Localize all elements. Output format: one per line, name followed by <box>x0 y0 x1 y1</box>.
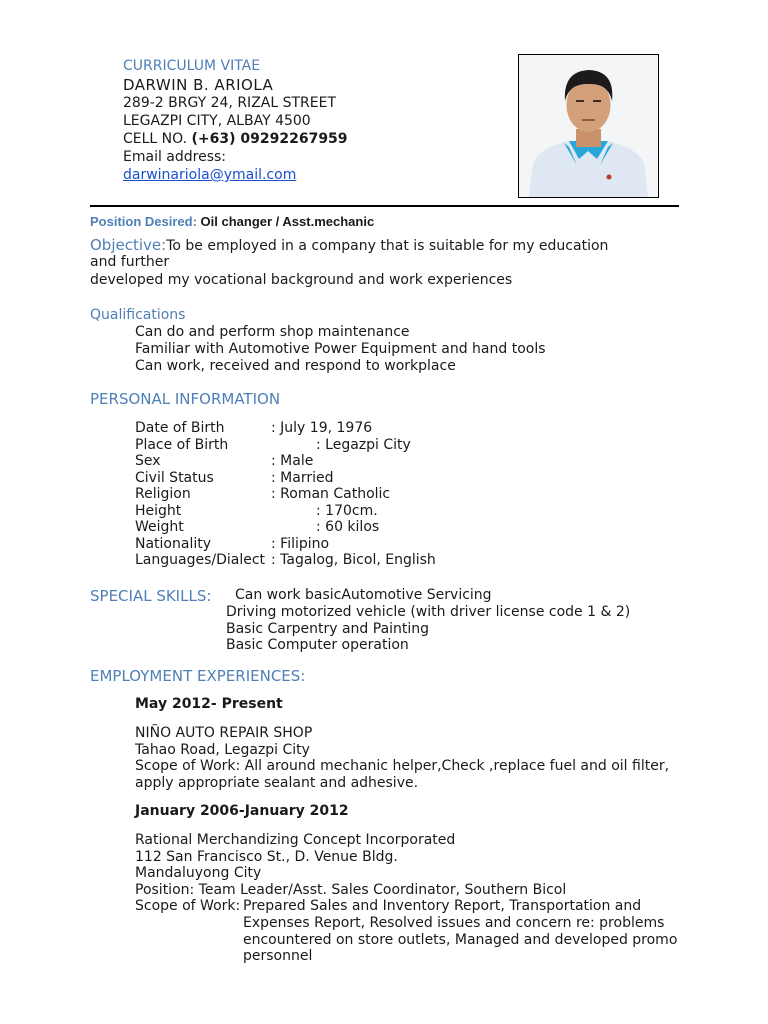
qualifications-list <box>135 323 546 375</box>
job2-period: January 2006-January 2012 <box>135 803 349 819</box>
position-label: Position Desired: <box>90 214 197 229</box>
objective-line-3: developed my vocational background and work experiences <box>90 272 513 288</box>
qualifications-heading: Qualifications <box>90 307 186 323</box>
personal-label: Date of Birth <box>135 420 225 436</box>
job1-scope-line-1: Scope of Work: All around mechanic helper,Check ,replace fuel and oil filter, <box>135 758 670 774</box>
cv-title: CURRICULUM VITAE <box>123 58 261 74</box>
objective-label: Objective: <box>90 236 167 254</box>
special-skills-heading: SPECIAL SKILLS: <box>90 587 212 605</box>
personal-value: : Tagalog, Bicol, English <box>271 552 436 568</box>
job2-scope-line-3: encountered on store outlets, Managed and developed promo <box>243 932 678 948</box>
job2-scope-label: Scope of Work: <box>135 898 241 914</box>
job2-company: Rational Merchandizing Concept Incorporated <box>135 832 456 848</box>
personal-label: Height <box>135 503 182 519</box>
objective-line-2: and further <box>90 254 170 270</box>
applicant-photo <box>518 54 659 198</box>
skill-item: Can work basicAutomotive Servicing <box>235 587 492 603</box>
personal-value: : July 19, 1976 <box>271 420 373 436</box>
personal-label: Civil Status <box>135 470 214 486</box>
personal-label: Sex <box>135 453 161 469</box>
job2-address-line-2: Mandaluyong City <box>135 865 262 881</box>
job2-scope-line-1: Prepared Sales and Inventory Report, Transportation and <box>243 898 642 914</box>
qualification-item: Familiar with Automotive Power Equipment and hand tools <box>135 341 546 357</box>
skill-item: Driving motorized vehicle (with driver license code 1 & 2) <box>226 604 631 620</box>
personal-value: : Legazpi City <box>316 437 411 453</box>
objective-text-1: To be employed in a company that is suitable for my education <box>166 238 609 254</box>
job2-address-line-1: 112 San Francisco St., D. Venue Bldg. <box>135 849 398 865</box>
address-line-2: LEGAZPI CITY, ALBAY 4500 <box>123 113 311 129</box>
portrait-image <box>519 55 658 197</box>
personal-value: : Filipino <box>271 536 330 552</box>
employment-heading: EMPLOYMENT EXPERIENCES: <box>90 667 306 685</box>
email-label: Email address: <box>123 149 227 165</box>
job2-scope-line-4: personnel <box>243 948 313 964</box>
personal-label: Languages/Dialect <box>135 552 266 568</box>
personal-value: : 170cm. <box>316 503 378 519</box>
personal-label: Weight <box>135 519 184 535</box>
personal-value: : Married <box>271 470 334 486</box>
qualification-item: Can do and perform shop maintenance <box>135 324 410 340</box>
objective-line-1 <box>90 236 608 254</box>
personal-label: Nationality <box>135 536 212 552</box>
cell-value: (+63) 09292267959 <box>191 131 348 147</box>
job2-scope-line-2: Expenses Report, Resolved issues and concern re: problems <box>243 915 665 931</box>
personal-value: : Male <box>271 453 314 469</box>
job1-period: May 2012- Present <box>135 696 283 712</box>
personal-label: Place of Birth <box>135 437 229 453</box>
personal-value: : Roman Catholic <box>271 486 391 502</box>
position-desired <box>90 214 374 229</box>
job1-company: NIÑO AUTO REPAIR SHOP <box>135 725 313 741</box>
position-value: Oil changer / Asst.mechanic <box>200 214 375 229</box>
skill-item: Basic Computer operation <box>226 637 409 653</box>
personal-label: Religion <box>135 486 191 502</box>
personal-info-heading: PERSONAL INFORMATION <box>90 390 281 408</box>
cell-label: CELL NO. <box>123 131 188 147</box>
job1-address: Tahao Road, Legazpi City <box>135 742 310 758</box>
applicant-name: DARWIN B. ARIOLA <box>123 76 274 94</box>
header-divider <box>90 205 679 207</box>
job2-position: Position: Team Leader/Asst. Sales Coordinator, Southern Bicol <box>135 882 567 898</box>
address-line-1: 289-2 BRGY 24, RIZAL STREET <box>123 95 337 111</box>
qualification-item: Can work, received and respond to workplace <box>135 358 456 374</box>
job1-scope-line-2: apply appropriate sealant and adhesive. <box>135 775 419 791</box>
skill-item: Basic Carpentry and Painting <box>226 621 430 637</box>
personal-value: : 60 kilos <box>316 519 380 535</box>
cell-number <box>123 131 348 147</box>
email-link[interactable]: darwinariola@ymail.com <box>123 167 297 183</box>
